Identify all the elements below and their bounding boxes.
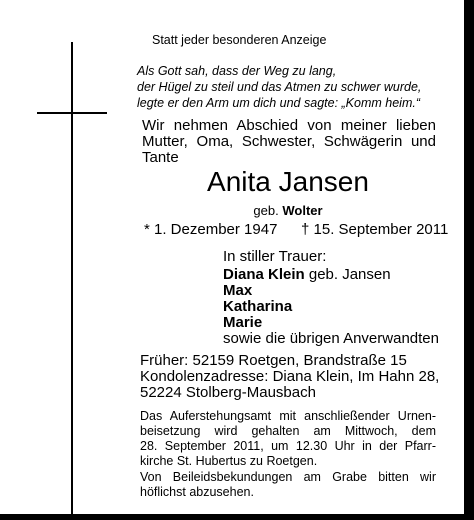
address-line: 52224 Stolberg-Mausbach	[140, 384, 316, 401]
condolence-line: Von Beileidsbekundungen am Grabe bitten wir	[140, 470, 436, 484]
mourner-name: Marie	[223, 314, 263, 331]
farewell-line: Mutter, Oma, Schwester, Schwägerin und	[142, 133, 436, 150]
life-dates	[144, 221, 449, 238]
mourner-born: geb. Jansen	[304, 266, 391, 283]
farewell-line: Tante	[142, 149, 179, 166]
mourner-marie	[223, 314, 262, 331]
farewell-line: Wir nehmen Abschied von meiner lieben	[142, 117, 436, 134]
cross-horizontal-bar	[37, 112, 107, 114]
mourner-name: Max	[223, 282, 253, 299]
mourner-diana	[223, 266, 391, 283]
condolence-line: höflichst abzusehen.	[140, 485, 254, 499]
notice-header: Statt jeder besonderen Anzeige	[152, 33, 327, 47]
service-line: kirche St. Hubertus zu Roetgen.	[140, 454, 318, 468]
maiden-name: Wolter	[282, 203, 323, 218]
deceased-name: Anita Jansen	[207, 166, 369, 197]
service-line: 28. September 2011, um 12.30 Uhr in der Pfarr-	[140, 439, 436, 453]
address-line: Kondolenzadresse: Diana Klein, Im Hahn 28,	[140, 368, 440, 385]
mourner-others: sowie die übrigen Anverwandten	[223, 330, 439, 347]
birth-date: * 1. Dezember 1947	[144, 221, 278, 238]
born-prefix: geb.	[253, 203, 279, 218]
poem-line: der Hügel zu steil und das Atmen zu schwer wurde,	[137, 80, 422, 94]
service-line: Das Auferstehungsamt mit anschließender Urnen-	[140, 409, 436, 423]
mourner-name: Katharina	[223, 298, 293, 315]
birth-name	[140, 203, 436, 218]
mourner-max	[223, 282, 252, 299]
address-line: Früher: 52159 Roetgen, Brandstraße 15	[140, 352, 407, 369]
poem-line: legte er den Arm um dich und sagte: „Komm heim.“	[137, 96, 420, 110]
death-date: † 15. September 2011	[301, 221, 449, 238]
mourner-name: Diana Klein	[223, 266, 305, 283]
service-line: beisetzung wird gehalten am Mittwoch, dem	[140, 424, 436, 438]
mourner-katharina	[223, 298, 292, 315]
mourning-intro: In stiller Trauer:	[223, 248, 327, 265]
poem-line: Als Gott sah, dass der Weg zu lang,	[137, 64, 337, 78]
